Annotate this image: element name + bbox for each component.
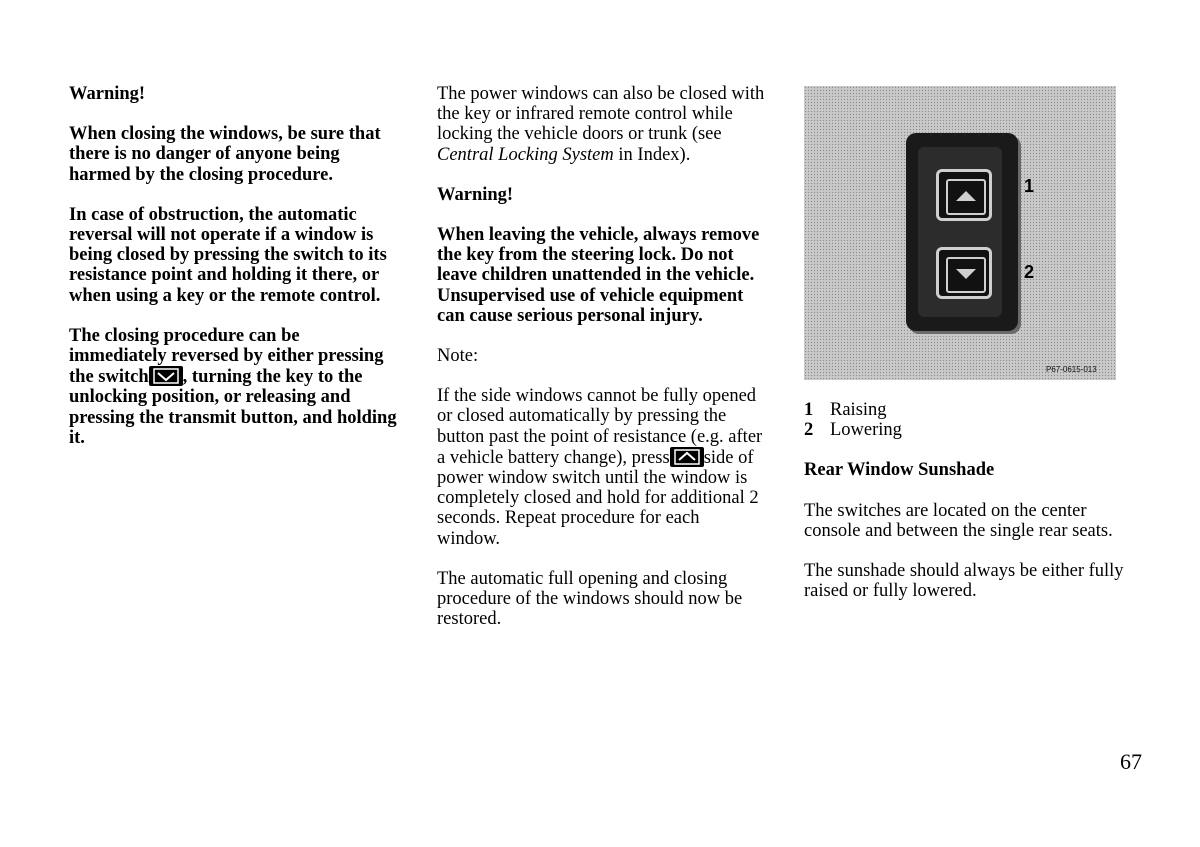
arrow-down-icon xyxy=(948,259,984,291)
lower-rocker-button xyxy=(936,247,992,299)
note-paragraph xyxy=(437,386,767,549)
page-number: 67 xyxy=(1120,749,1142,774)
legend-number: 2 xyxy=(804,420,814,441)
warning-paragraph-obstruction: In case of obstruction, the automatic reversal will not operate if a window is being closed by pressing the switch to its resistance point and holding it there, or when using a key or the remote control. xyxy=(69,204,387,306)
window-lower-switch-icon xyxy=(149,366,183,386)
lower-rocker-face xyxy=(946,257,986,293)
restored-paragraph: The automatic full opening and closing procedure of the windows should now be restored. xyxy=(437,568,743,630)
warning-paragraph-closing: When closing the windows, be sure that there is no danger of anyone being harmed by the closing procedure. xyxy=(69,124,381,185)
switch-housing xyxy=(906,133,1018,331)
reverse-text-end: , turning the key to the unlocking position, or releasing and pressing the transmit button, and holding it. xyxy=(69,367,397,448)
remote-close-text: The power windows can also be closed with the key or infrared remote control while locking the vehicle doors or trunk (see xyxy=(437,84,765,145)
legend-number: 1 xyxy=(804,400,814,420)
warning-paragraph-reverse xyxy=(69,326,399,448)
legend-item xyxy=(804,420,1134,440)
reverse-text-start: The closing procedure can be immediately reversed by either pressing the switch xyxy=(69,325,384,388)
window-switch-figure xyxy=(804,86,1116,380)
callout-2: 2 xyxy=(1024,262,1035,282)
index-reference: Central Locking System xyxy=(437,144,614,165)
remote-close-text-end: in Index). xyxy=(613,144,691,165)
legend-label: Raising xyxy=(830,400,887,420)
figure-code: P67-0615-013 xyxy=(1046,365,1097,374)
warning-leaving-vehicle: When leaving the vehicle, always remove the key from the steering lock. Do not leave children unattended in the vehicle. Unsupervised use of vehicle equipment can cause serious personal injury. xyxy=(437,225,760,326)
warning-title: Warning! xyxy=(69,84,146,104)
figure-legend xyxy=(804,400,1134,440)
sunshade-usage-paragraph: The sunshade should always be either fully raised or fully lowered. xyxy=(804,561,1124,602)
legend-label: Lowering xyxy=(830,420,902,441)
sunshade-location-paragraph: The switches are located on the center console and between the single rear seats. xyxy=(804,500,1113,541)
switch-bezel xyxy=(918,147,1002,317)
raise-rocker-face xyxy=(946,179,986,215)
right-column xyxy=(804,400,1134,621)
note-label: Note: xyxy=(437,346,479,367)
warning-title-2: Warning! xyxy=(437,184,514,205)
callout-1: 1 xyxy=(1024,176,1035,196)
raise-rocker-button xyxy=(936,169,992,221)
window-raise-switch-icon xyxy=(670,447,704,467)
note-text-start: If the side windows cannot be fully opened or closed automatically by pressing the button past the point of resistance (e.g. after a vehicle battery change), press xyxy=(437,386,763,468)
remote-close-paragraph xyxy=(437,84,767,165)
section-heading: Rear Window Sunshade xyxy=(804,460,995,481)
legend-item xyxy=(804,400,1134,420)
arrow-up-icon xyxy=(948,181,984,213)
left-column xyxy=(69,84,399,468)
note-text-end: side of power window switch until the window is completely closed and hold for additional 2 seconds. Repeat procedure for each window. xyxy=(437,447,759,549)
middle-column xyxy=(437,84,767,649)
